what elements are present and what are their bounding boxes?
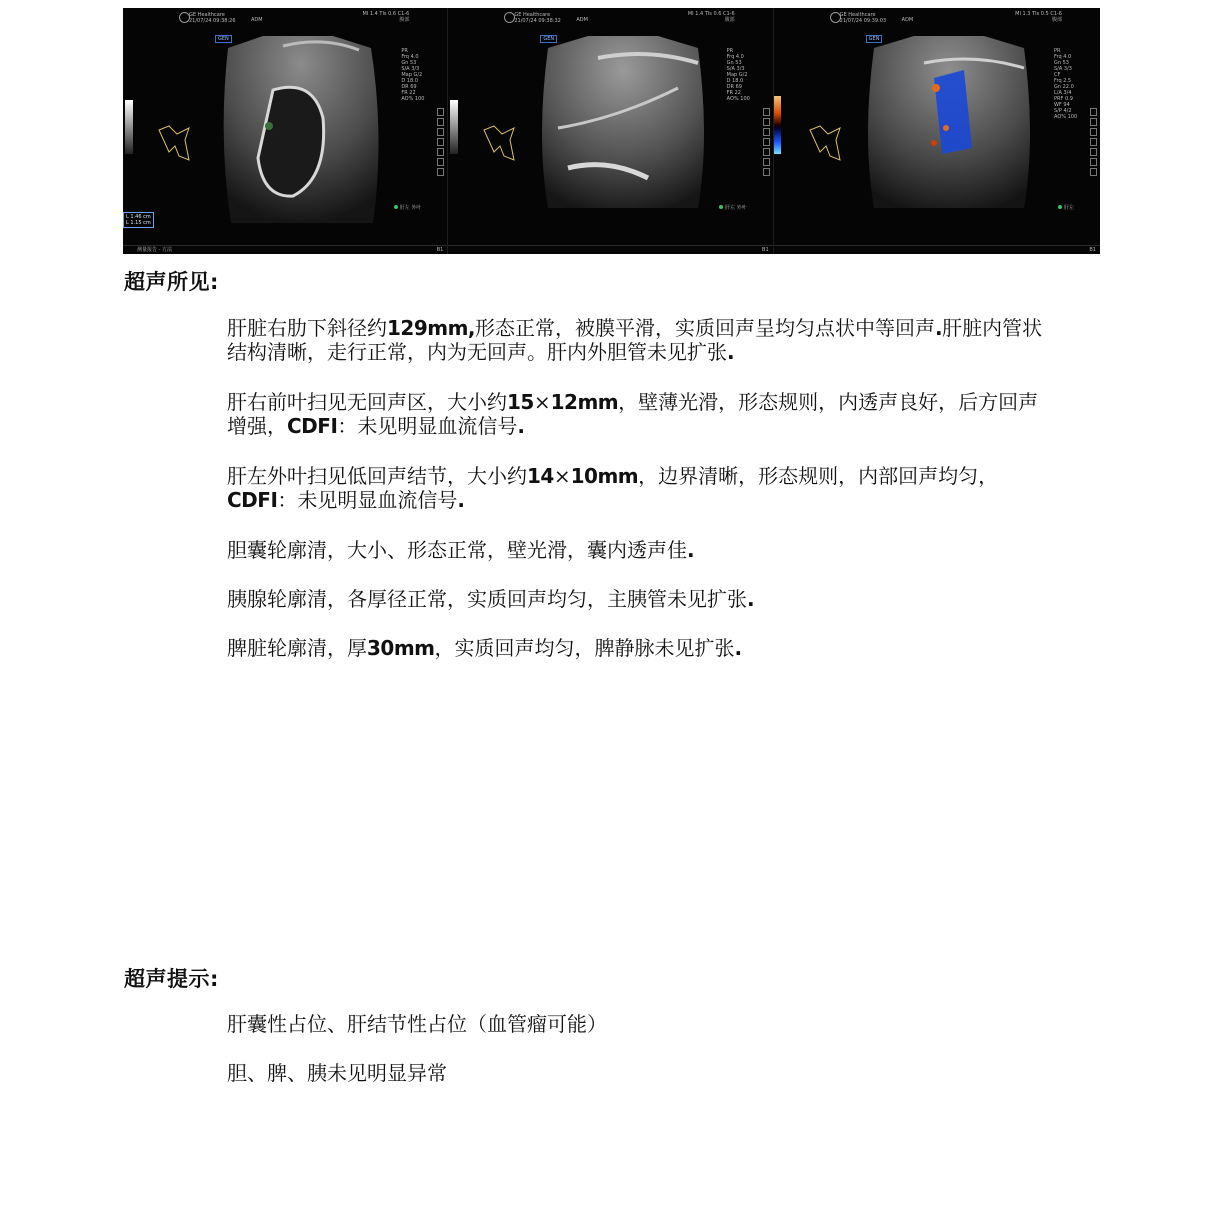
findings-text-segment: . — [734, 636, 742, 660]
probe-params: MI 1.3 TIs 0.5 C1-6 — [1015, 11, 1062, 17]
focus-label — [719, 205, 747, 211]
tool-icon — [1090, 138, 1097, 146]
preset-label: 腹部 — [724, 17, 735, 23]
measurement-2: L 1.15 cm — [126, 220, 151, 226]
focus-label-text: 肝左 外叶 — [725, 205, 747, 211]
param-3: S/A 3/3 — [726, 66, 745, 72]
findings-text-segment: ：未见明显血流信号 — [277, 488, 458, 512]
param-6: DR 69 — [401, 84, 417, 90]
panel-footer — [448, 245, 772, 254]
liver-scan-image-1 — [123, 8, 448, 254]
conclusion-line-2: 胆、脾、胰未见明显异常 — [227, 1061, 447, 1085]
findings-paragraph-gallbladder — [227, 538, 1047, 562]
tool-icon — [437, 108, 444, 116]
footer-right-label: B1 — [762, 247, 769, 253]
focus-label — [394, 205, 422, 211]
findings-title: 超声所见: — [124, 270, 219, 294]
param-10: S/P 4/2 — [1053, 108, 1072, 114]
findings-text-segment: 胰腺轮廓清，各厚径正常，实质回声均匀，主胰管未见扩张 — [227, 587, 747, 611]
param-11: AO% 100 — [1053, 114, 1078, 120]
param-1: Frq 4.0 — [1053, 54, 1072, 60]
panel-header-left — [189, 12, 236, 24]
param-4: CF — [1053, 72, 1061, 78]
param-5: Frq 2.5 — [1053, 78, 1072, 84]
footer-right-label: B1 — [1089, 247, 1096, 253]
tool-icon — [763, 148, 770, 156]
measurement-1: L 1.46 cm — [126, 214, 151, 220]
param-4: Map G/2 — [726, 72, 748, 78]
tool-icon — [1090, 168, 1097, 176]
param-5: D 18.0 — [726, 78, 744, 84]
param-9: WF 94 — [1053, 102, 1070, 108]
tool-icon — [763, 158, 770, 166]
preset-label: 腹部 — [399, 17, 410, 23]
findings-text-segment: ，实质回声均匀，脾静脉未见扩张 — [434, 636, 735, 660]
param-0: PR — [1053, 48, 1061, 54]
tool-icon — [763, 108, 770, 116]
tool-icon — [763, 168, 770, 176]
focus-label-text: 肝左 — [1063, 205, 1074, 211]
param-7: L/A 3/4 — [1053, 90, 1072, 96]
footer-right-label: B1 — [436, 247, 444, 253]
param-0: PR — [726, 48, 734, 54]
findings-text-segment: 肝脏右肋下斜径约 — [227, 316, 387, 340]
findings-paragraph-nodule — [227, 464, 1047, 512]
tool-icon — [1090, 148, 1097, 156]
focus-dot-icon — [1058, 205, 1062, 209]
focus-dot-icon — [394, 205, 398, 209]
panel-header-left — [840, 12, 887, 24]
findings-text-segment: 肝左外叶扫见低回声结节，大小约 — [227, 464, 527, 488]
ultrasound-panel-3 — [774, 8, 1100, 254]
findings-text-segment: . — [727, 340, 735, 364]
tool-icon — [437, 138, 444, 146]
panel-header-right — [688, 11, 735, 23]
findings-text-segment: . — [457, 488, 465, 512]
mode-tag: GEN — [540, 35, 557, 43]
doppler-scan-image — [774, 8, 1100, 254]
findings-text-segment: . — [935, 316, 943, 340]
findings-text-segment: 胆囊轮廓清，大小、形态正常，壁光滑，囊内透声佳 — [227, 538, 687, 562]
findings-paragraph-liver — [227, 316, 1047, 364]
tool-icon — [1090, 118, 1097, 126]
param-2: Gn 53 — [401, 60, 417, 66]
findings-paragraph-spleen — [227, 636, 1047, 660]
findings-text-segment: 15 — [507, 390, 534, 414]
tool-icon — [1090, 128, 1097, 136]
param-7: FR 22 — [726, 90, 741, 96]
greyscale-bar — [450, 100, 458, 154]
mode-tag: GEN — [866, 35, 883, 43]
preset-label: 腹部 — [1051, 17, 1062, 23]
liver-scan-image-2 — [448, 8, 773, 254]
findings-text-segment: × — [553, 464, 571, 488]
findings-text-segment: . — [517, 414, 525, 438]
conclusion-line-1: 肝囊性占位、肝结节性占位（血管瘤可能） — [227, 1012, 607, 1036]
param-7: FR 22 — [401, 90, 416, 96]
panel-header-left — [514, 12, 561, 24]
panel-footer — [123, 245, 447, 254]
param-list — [401, 48, 431, 102]
findings-text-segment: 肝脏内管状结构清晰，走行正常，内为无回声。肝内外胆管未见扩张 — [227, 316, 1043, 364]
ultrasound-panel-1 — [123, 8, 448, 254]
tool-icon — [763, 138, 770, 146]
tool-icon — [1090, 108, 1097, 116]
param-2: Gn 53 — [726, 60, 742, 66]
findings-text-segment: × — [533, 390, 551, 414]
greyscale-bar — [125, 100, 133, 154]
findings-paragraph-cyst — [227, 390, 1047, 438]
findings-text-segment: 14 — [527, 464, 554, 488]
side-toolbar — [1090, 108, 1096, 178]
findings-text-segment: 129mm, — [387, 316, 476, 340]
tool-icon — [437, 168, 444, 176]
tool-icon — [763, 118, 770, 126]
param-1: Frq 4.0 — [401, 54, 419, 60]
focus-label-text: 肝左 外叶 — [399, 205, 422, 211]
operator-label: ADM — [576, 17, 588, 23]
panel-header-right — [1015, 11, 1062, 23]
brand-label: GE Healthcare — [189, 12, 225, 18]
panel-footer — [774, 245, 1100, 254]
param-list — [727, 48, 757, 102]
ultrasound-image-strip — [123, 8, 1100, 254]
datetime-label: 21/07/24 09:38:32 — [514, 18, 561, 24]
focus-label — [1058, 205, 1074, 211]
findings-text-segment: CDFI — [227, 488, 278, 512]
param-2: Gn 53 — [1053, 60, 1069, 66]
footer-left-label: 测量报告 - 方法 — [137, 247, 172, 253]
side-toolbar — [763, 108, 769, 178]
param-8: PRF 0.9 — [1053, 96, 1073, 102]
findings-text-segment: 10mm — [570, 464, 639, 488]
probe-params: MI 1.4 TIs 0.6 C1-6 — [362, 11, 410, 17]
tool-icon — [437, 128, 444, 136]
findings-text-segment: 形态正常，被膜平滑，实质回声呈均匀点状中等回声 — [475, 316, 936, 340]
findings-text-segment: CDFI — [287, 414, 338, 438]
param-list — [1054, 48, 1084, 120]
tool-icon — [1090, 158, 1097, 166]
param-4: Map G/2 — [401, 72, 423, 78]
tool-icon — [437, 148, 444, 156]
param-1: Frq 4.0 — [726, 54, 744, 60]
param-5: D 18.0 — [401, 78, 418, 84]
findings-text-segment: . — [747, 587, 755, 611]
tool-icon — [763, 128, 770, 136]
findings-text-segment: 脾脏轮廓清，厚 — [227, 636, 367, 660]
param-0: PR — [401, 48, 408, 54]
findings-paragraph-pancreas — [227, 587, 1047, 611]
tool-icon — [437, 158, 444, 166]
focus-dot-icon — [719, 205, 723, 209]
param-3: S/A 3/3 — [401, 66, 420, 72]
param-8: AO% 100 — [726, 96, 750, 102]
conclusion-title: 超声提示: — [124, 967, 219, 991]
measurement-box — [123, 212, 154, 228]
panel-header-right — [362, 11, 409, 23]
findings-text-segment: ，壁薄光滑，形态规则，内透声良好，后方回声增强， — [227, 390, 1039, 438]
findings-text-segment: 12mm — [550, 390, 619, 414]
param-6: DR 69 — [726, 84, 742, 90]
findings-text-segment: 30mm — [367, 636, 435, 660]
doppler-color-bar — [774, 96, 781, 154]
tool-icon — [437, 118, 444, 126]
ultrasound-panel-2 — [448, 8, 773, 254]
brand-label: GE Healthcare — [514, 12, 551, 18]
param-8: AO% 100 — [401, 96, 425, 102]
findings-text-segment: 肝右前叶扫见无回声区，大小约 — [227, 390, 507, 414]
probe-params: MI 1.4 TIs 0.6 C1-6 — [687, 11, 735, 17]
findings-text-segment: ：未见明显血流信号 — [337, 414, 518, 438]
datetime-label: 21/07/24 09:38:26 — [189, 18, 236, 24]
operator-label: ADM — [901, 17, 914, 23]
param-6: Gn 22.0 — [1053, 84, 1074, 90]
mode-tag: GEN — [215, 35, 232, 43]
brand-label: GE Healthcare — [839, 12, 876, 18]
datetime-label: 21/07/24 09:39:03 — [839, 18, 887, 24]
param-3: S/A 3/3 — [1053, 66, 1072, 72]
operator-label: ADM — [251, 17, 263, 23]
findings-text-segment: . — [687, 538, 695, 562]
findings-text-segment: ，边界清晰，形态规则，内部回声均匀， — [638, 464, 999, 488]
side-toolbar — [437, 108, 443, 178]
